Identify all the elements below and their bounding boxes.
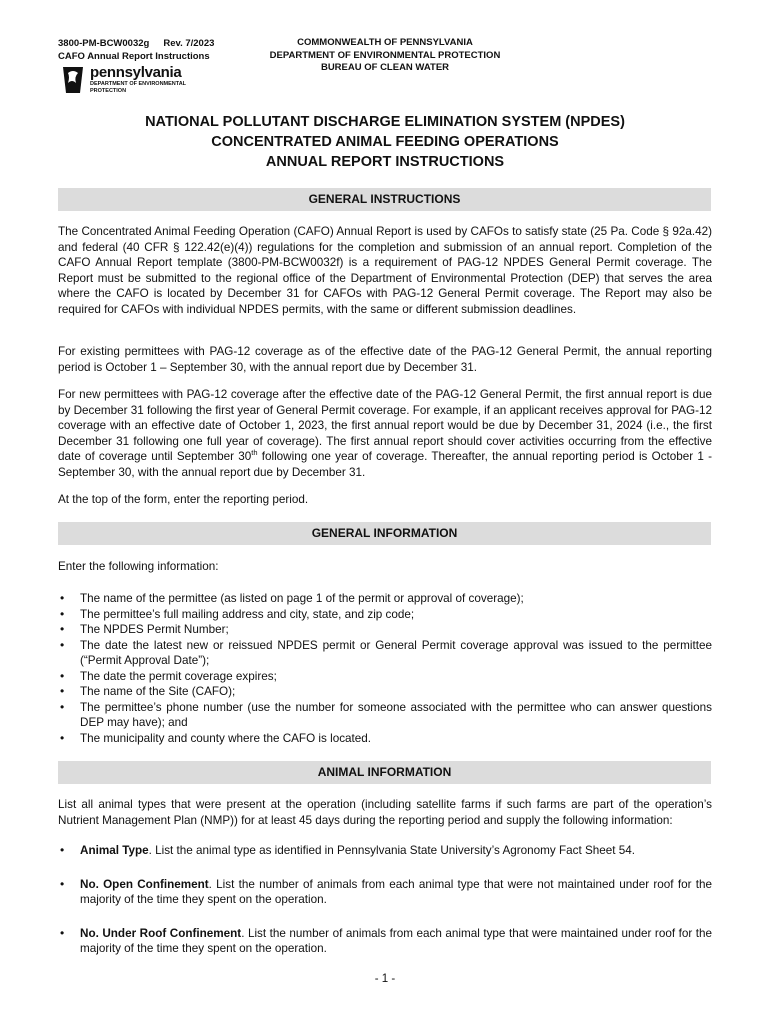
keystone-icon xyxy=(60,65,86,95)
list-item: • The municipality and county where the CAFO is located. xyxy=(58,731,712,747)
paragraph-3-superscript: th xyxy=(251,448,258,458)
document-title xyxy=(50,112,720,172)
list-item: • The name of the Site (CAFO); xyxy=(58,684,712,700)
under-roof-confinement-description: . List the number of animals from each animal type that were maintained under roof for the majority of the time they spent on the operation. xyxy=(80,926,712,955)
agency-line-3: BUREAU OF CLEAN WATER xyxy=(320,62,450,73)
under-roof-confinement-term: No. Under Roof Confinement xyxy=(80,926,242,940)
general-instructions-paragraph-2: For existing permittees with PAG-12 coverage as of the effective date of the PAG-12 General Permit, the annual reporting period is October 1 – September 30, with the annual report due by December 31. xyxy=(58,345,712,374)
list-item xyxy=(58,926,712,957)
logo-subtitle-line-2: PROTECTION xyxy=(90,87,127,94)
agency-line-1: COMMONWEALTH OF PENNSYLVANIA xyxy=(297,37,473,48)
document-name: CAFO Annual Report Instructions xyxy=(58,51,210,62)
list-item: • The NPDES Permit Number; xyxy=(58,622,712,638)
paragraph-3-text-a: For new permittees with PAG-12 coverage after the effective date of the PAG-12 General Permit, the first annual report is due by December 31 following the first year of General Permit coverage. For example, if an applicant receives approval for PAG-12 coverage with an effective date of October 1, 2023, the first annual report would be due by December 31, 2024 (i.e., the first December 31 following one full year of coverage). The first annual report should cover activities occurring from the effective date of coverage until September 30 xyxy=(58,388,712,463)
agency-line-2: DEPARTMENT OF ENVIRONMENTAL PROTECTION xyxy=(269,49,501,61)
general-instructions-heading: GENERAL INSTRUCTIONS xyxy=(58,188,711,211)
animal-type-description: . List the animal type as identified in Pennsylvania State University’s Agronomy Fact Sheet 54. xyxy=(148,844,635,857)
animal-information-heading: ANIMAL INFORMATION xyxy=(58,761,711,784)
form-revision: Rev. 7/2023 xyxy=(163,38,215,49)
paragraph-3-text-b: following one year of coverage. Thereafter, the annual reporting period is October 1 - September 30, with the annual report due by December 31. xyxy=(58,450,712,479)
general-instructions-paragraph-3 xyxy=(58,387,712,480)
list-item: • The date the latest new or reissued NPDES permit or General Permit coverage approval was issued to the permittee (“Permit Approval Date”); xyxy=(58,638,712,669)
list-item: • The permittee’s full mailing address and city, state, and zip code; xyxy=(58,607,712,623)
title-line-3: ANNUAL REPORT INSTRUCTIONS xyxy=(265,154,505,170)
animal-type-term: Animal Type xyxy=(80,844,149,857)
general-information-intro: Enter the following information: xyxy=(58,560,219,573)
logo-subtitle xyxy=(90,81,200,94)
form-header-left xyxy=(58,37,214,63)
general-instructions-paragraph-1: The Concentrated Animal Feeding Operation (CAFO) Annual Report is used by CAFOs to satisfy state (25 Pa. Code § 92a.42) and federal (40 CFR § 122.42(e)(4)) regulations for the completion and submission of an annual report. Completion of the CAFO Annual Report template (3800-PM-BCW0032f) is a requirement of PAG-12 NPDES General Permit coverage. The Report must be submitted to the regional office of the Department of Environmental Protection (DEP) that serves the area where the CAFO is located by December 31 for CAFOs with PAG-12 General Permit coverage. The Report may also be required for CAFOs with individual NPDES permits, with the same or different submission deadlines. xyxy=(58,225,712,316)
title-line-2: CONCENTRATED ANIMAL FEEDING OPERATIONS xyxy=(211,134,559,150)
list-item: • The date the permit coverage expires; xyxy=(58,669,712,685)
page-number: - 1 - xyxy=(374,973,396,985)
general-information-heading: GENERAL INFORMATION xyxy=(58,522,711,545)
open-confinement-term: No. Open Confinement xyxy=(80,877,209,891)
list-item xyxy=(58,843,712,859)
title-line-1: NATIONAL POLLUTANT DISCHARGE ELIMINATION SYSTEM (NPDES) xyxy=(145,114,625,130)
animal-information-list xyxy=(58,843,712,975)
logo-wordmark: pennsylvania xyxy=(90,64,182,81)
general-instructions-paragraph-4: At the top of the form, enter the reporting period. xyxy=(58,493,309,506)
general-information-list xyxy=(58,591,712,746)
list-item xyxy=(58,877,712,908)
animal-information-intro: List all animal types that were present at the operation (including satellite farms if such farms are part of the operation’s Nutrient Management Plan (NMP)) for at least 45 days during the reporting period and supply the following information: xyxy=(58,798,712,827)
agency-header xyxy=(250,37,520,75)
open-confinement-description: . List the number of animals from each animal type that were not maintained under roof for the majority of the time they spent on the operation. xyxy=(80,877,712,906)
form-id: 3800-PM-BCW0032g xyxy=(58,38,150,49)
pa-dep-logo xyxy=(60,64,210,98)
logo-subtitle-line-1: DEPARTMENT OF ENVIRONMENTAL xyxy=(90,81,187,87)
list-item: • The name of the permittee (as listed on page 1 of the permit or approval of coverage); xyxy=(58,591,712,607)
list-item: • The permittee’s phone number (use the number for someone associated with the permittee who can answer questions DEP may have); and xyxy=(58,700,712,731)
